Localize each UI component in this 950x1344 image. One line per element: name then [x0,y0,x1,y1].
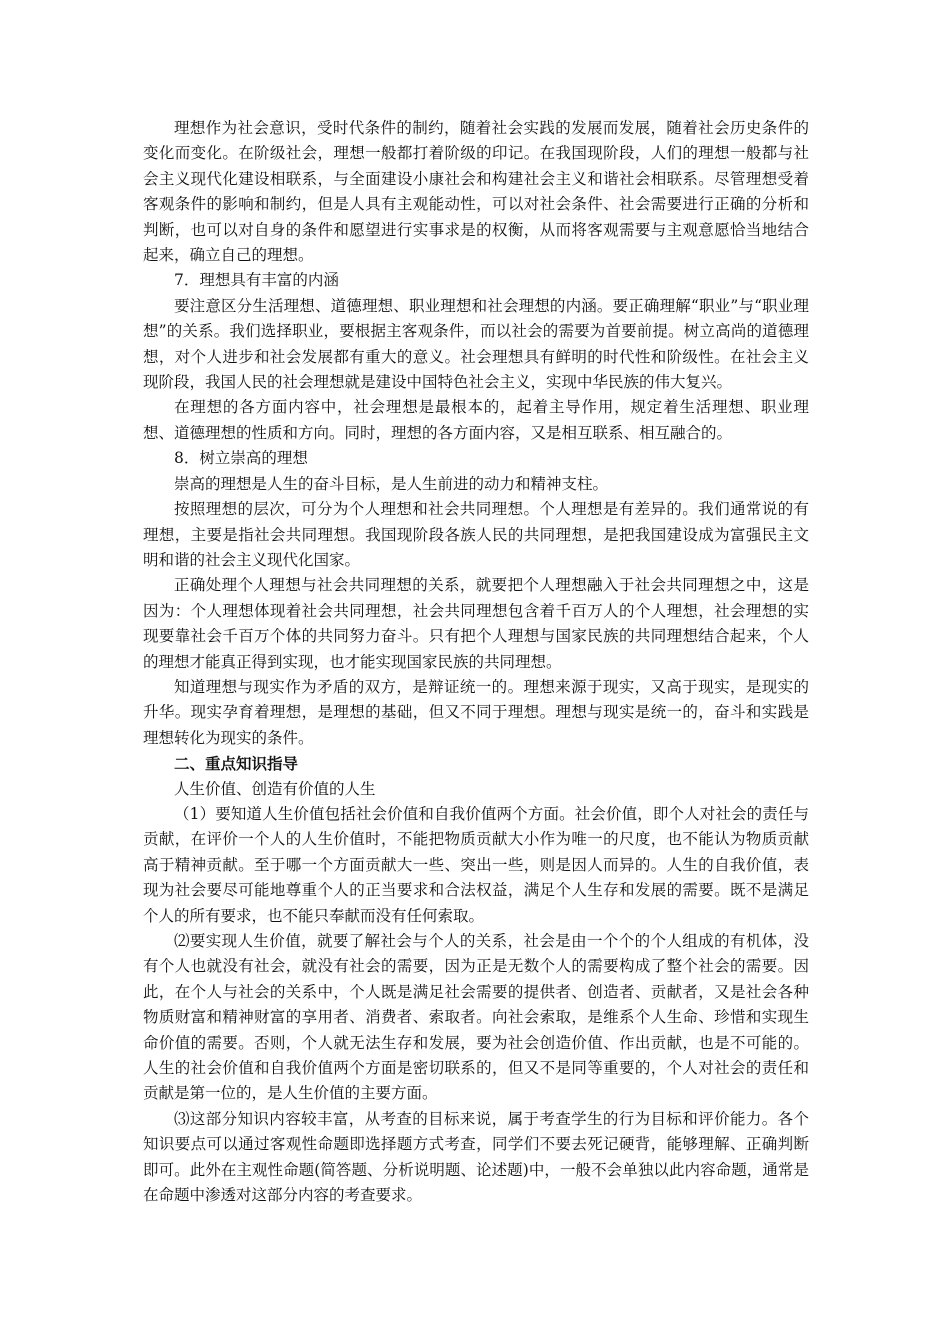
paragraph-point-1: （1）要知道人生价值包括社会价值和自我价值两个方面。社会价值，即个人对社会的责任与贡献，在评价一个人的人生价值时，不能把物质贡献大小作为唯一的尺度，也不能认为物质贡献高于精神贡献。至于哪一个方面贡献大一些、突出一些，则是因人而异的。人生的自我价值，表现为社会要尽可能地尊重个人的正当要求和合法权益，满足个人生存和发展的需要。既不是满足个人的所有要求，也不能只奉献而没有任何索取。 [143,804,809,925]
paragraph-personal-vs-common-ideal: 正确处理个人理想与社会共同理想的关系，就要把个人理想融入于社会共同理想之中，这是因为：个人理想体现着社会共同理想，社会共同理想包含着千百万人的个人理想，社会理想的实现要靠社会千百万个体的共同努力奋斗。只有把个人理想与国家民族的共同理想结合起来，个人的理想才能真正得到实现，也才能实现国家民族的共同理想。 [143,576,809,671]
paragraph-lofty-ideal: 崇高的理想是人生的奋斗目标，是人生前进的动力和精神支柱。 [174,474,609,493]
paragraph-ideal-types: 要注意区分生活理想、道德理想、职业理想和社会理想的内涵。要正确理解“职业”与“职业理想”的关系。我们选择职业，要根据主客观条件，而以社会的需要为首要前提。树立高尚的道德理想，对个人进步和社会发展都有重大的意义。社会理想具有鲜明的时代性和阶级性。在社会主义现阶段，我国人民的社会理想就是建设中国特色社会主义，实现中华民族的伟大复兴。 [143,296,809,392]
document-page [143,116,809,1208]
section-heading-8: 8．树立崇高的理想 [174,449,308,468]
section-heading-key-guidance: 二、重点知识指导 [174,754,299,774]
subheading-life-value: 人生价值、创造有价值的人生 [174,779,376,798]
paragraph-ideal-social-consciousness: 理想作为社会意识，受时代条件的制约，随着社会实践的发展而发展，随着社会历史条件的变化而变化。在阶级社会，理想一般都打着阶级的印记。在我国现阶段，人们的理想一般都与社会主义现代化建设相联系，与全面建设小康社会和构建社会主义和谐社会相联系。尽管理想受着客观条件的影响和制约，但是人具有主观能动性，可以对社会条件、社会需要进行正确的分析和判断，也可以对自身的条件和愿望进行实事求是的权衡，从而将客观需要与主观意愿恰当地结合起来，确立自己的理想。 [143,119,809,265]
paragraph-ideal-and-reality: 知道理想与现实作为矛盾的双方，是辩证统一的。理想来源于现实，又高于现实，是现实的升华。现实孕育着理想，是理想的基础，但又不同于理想。理想与现实是统一的，奋斗和实践是理想转化为现实的条件。 [143,677,809,747]
paragraph-point-3: ⑶这部分知识内容较丰富，从考查的目标来说，属于考查学生的行为目标和评价能力。各个知识要点可以通过客观性命题即选择题方式考查，同学们不要去死记硬背，能够理解、正确判断即可。此外在主观性命题(简答题、分析说明题、论述题)中，一般不会单独以此内容命题，通常是在命题中渗透对这部分内容的考查要求。 [143,1109,809,1205]
section-heading-7: 7．理想具有丰富的内涵 [174,271,339,290]
paragraph-social-ideal-fundamental: 在理想的各方面内容中，社会理想是最根本的，起着主导作用，规定着生活理想、职业理想、道德理想的性质和方向。同时，理想的各方面内容，又是相互联系、相互融合的。 [143,398,809,442]
paragraph-point-2: ⑵要实现人生价值，就要了解社会与个人的关系，社会是由一个个的个人组成的有机体，没有个人也就没有社会，就没有社会的需要，因为正是无数个人的需要构成了整个社会的需要。因此，在个人与社会的关系中，个人既是满足社会需要的提供者、创造者、贡献者，又是社会各种物质财富和精神财富的享用者、消费者、索取者。向社会索取，是维系个人生命、珍惜和实现生命价值的需要。否则，个人就无法生存和发展，要为社会创造价值、作出贡献，也是不可能的。人生的社会价值和自我价值两个方面是密切联系的，但又不是同等重要的，个人对社会的责任和贡献是第一位的，是人生价值的主要方面。 [143,932,809,1103]
paragraph-ideal-levels: 按照理想的层次，可分为个人理想和社会共同理想。个人理想是有差异的。我们通常说的有理想，主要是指社会共同理想。我国现阶段各族人民的共同理想，是把我国建设成为富强民主文明和谐的社会主义现代化国家。 [143,500,809,569]
